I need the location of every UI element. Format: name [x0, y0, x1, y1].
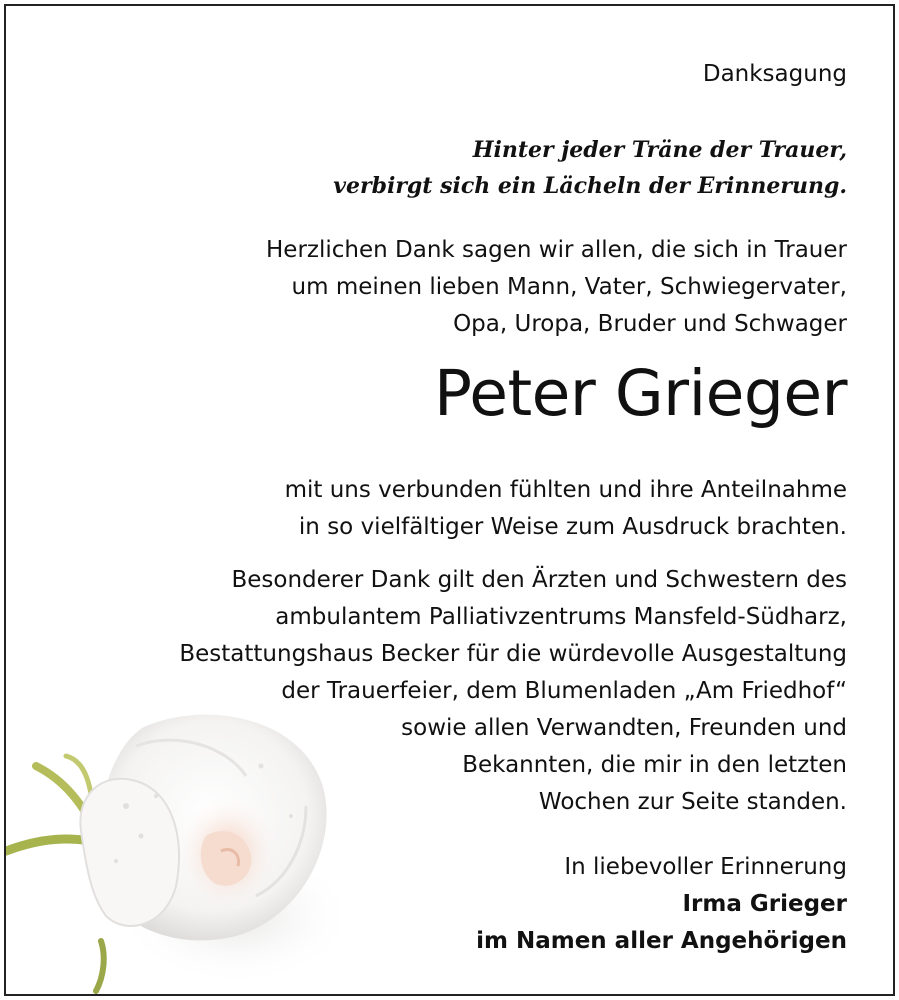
quote-line: Hinter jeder Träne der Trauer,: [472, 137, 847, 163]
thanks-line: Besonderer Dank gilt den Ärzten und Schwestern des: [231, 567, 847, 593]
closing-block: [476, 849, 847, 960]
thanks-line: ambulantem Palliativzentrums Mansfeld-Südharz,: [275, 604, 847, 630]
intro-line: Opa, Uropa, Bruder und Schwager: [453, 311, 847, 337]
intro-line: um meinen lieben Mann, Vater, Schwiegervater,: [291, 274, 847, 300]
thanks-line: Bekannten, die mir in den letzten: [462, 752, 847, 778]
after-name-line: mit uns verbunden fühlten und ihre Anteilnahme: [284, 477, 847, 503]
special-thanks-paragraph: [179, 562, 847, 821]
thanks-line: Bestattungshaus Becker für die würdevolle Ausgestaltung: [179, 641, 847, 667]
thanks-line: Wochen zur Seite standen.: [538, 789, 847, 815]
deceased-name: Peter Grieger: [433, 357, 847, 430]
signer-name: Irma Grieger: [682, 891, 847, 917]
thanks-line: der Trauerfeier, dem Blumenladen „Am Friedhof“: [281, 678, 847, 704]
obituary-notice: [4, 4, 895, 996]
memorial-quote: [333, 132, 847, 204]
thanks-line: sowie allen Verwandten, Freunden und: [401, 715, 847, 741]
quote-line: verbirgt sich ein Lächeln der Erinnerung.: [333, 173, 847, 199]
after-name-paragraph: [285, 472, 847, 546]
closing-line: In liebevoller Erinnerung: [564, 854, 847, 880]
signer-family-note: im Namen aller Angehörigen: [476, 928, 847, 954]
intro-line: Herzlichen Dank sagen wir allen, die sich in Trauer: [266, 237, 847, 263]
intro-paragraph: [266, 232, 847, 343]
after-name-line: in so vielfältiger Weise zum Ausdruck brachten.: [298, 514, 847, 540]
notice-heading: Danksagung: [702, 61, 847, 87]
